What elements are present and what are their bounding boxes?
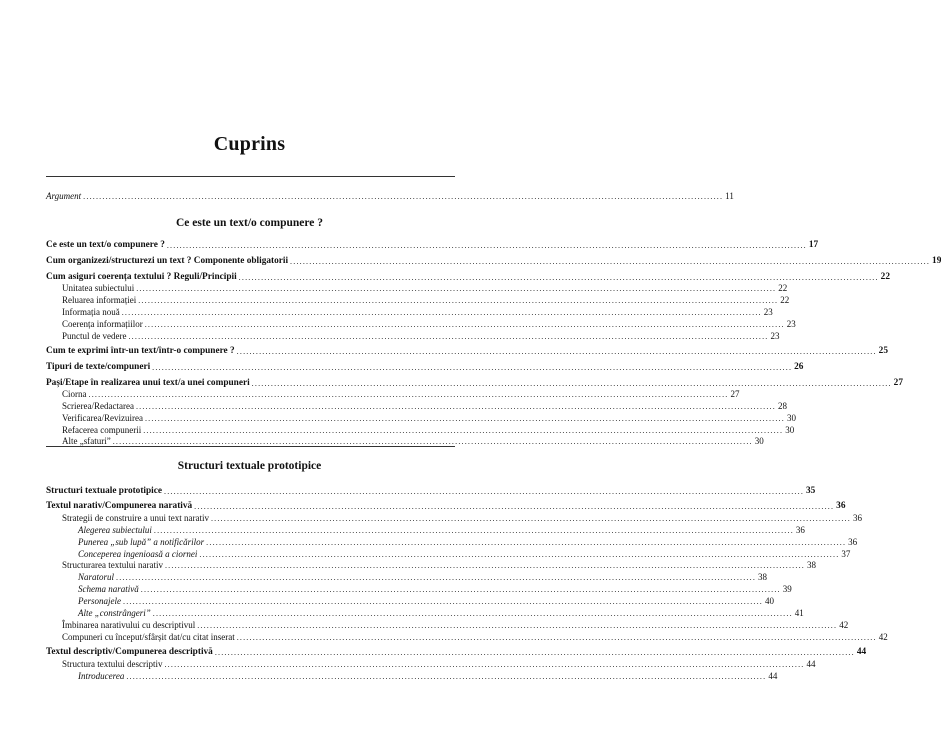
toc-entry-page-number: 44 bbox=[768, 671, 778, 681]
dot-leader: ........................................................................................................................................................................................................ bbox=[121, 308, 762, 317]
dot-leader: ........................................................................................................................................................................................................ bbox=[164, 660, 805, 669]
dot-leader: ........................................................................................................................................................................................................ bbox=[166, 241, 807, 250]
toc-entry-label: Schema narativă bbox=[78, 584, 139, 594]
divider bbox=[46, 176, 455, 177]
toc-entry[interactable] bbox=[78, 583, 792, 595]
toc-entry-page-number: 35 bbox=[806, 486, 816, 496]
toc-entry[interactable] bbox=[78, 536, 858, 548]
dot-leader: ........................................................................................................................................................................................................ bbox=[199, 550, 840, 559]
toc-entry-label: Alte „constrângeri” bbox=[78, 608, 151, 618]
toc-entry-label: Ce este un text/o compunere ? bbox=[46, 240, 165, 250]
dot-leader: ........................................................................................................................................................................................................ bbox=[144, 414, 785, 423]
toc-entry-page-number: 37 bbox=[841, 549, 851, 559]
dot-leader: ........................................................................................................................................................................................................ bbox=[144, 320, 785, 329]
toc-entry-label: Conceperea ingenioasă a ciornei bbox=[78, 549, 198, 559]
toc-entry-page-number: 44 bbox=[806, 659, 816, 669]
toc-entry-page-number: 36 bbox=[836, 501, 846, 511]
toc-entry-page-number: 19 bbox=[932, 256, 941, 266]
toc-entry[interactable] bbox=[46, 646, 867, 658]
toc-entry[interactable] bbox=[78, 670, 778, 682]
toc-entry-label: Ciorna bbox=[62, 389, 87, 399]
toc-entry-page-number: 36 bbox=[795, 525, 805, 535]
dot-leader: ........................................................................................................................................................................................................ bbox=[88, 390, 729, 399]
toc-entry[interactable] bbox=[62, 412, 796, 424]
toc-entry-label: Reluarea informației bbox=[62, 295, 137, 305]
dot-leader: ........................................................................................................................................................................................................ bbox=[112, 437, 753, 446]
toc-entry[interactable] bbox=[78, 595, 774, 607]
section-heading: Ce este un text/o compunere ? bbox=[175, 217, 324, 229]
toc-entry-page-number: 38 bbox=[758, 572, 768, 582]
toc-entry-page-number: 36 bbox=[852, 513, 862, 523]
toc-entry-label: Informația nouă bbox=[62, 307, 120, 317]
toc-entry-label: Pași/Etape în realizarea unui text/a unei compuneri bbox=[46, 378, 250, 388]
toc-entry-page-number: 30 bbox=[754, 436, 764, 446]
toc-entry-page-number: 30 bbox=[785, 425, 795, 435]
toc-entry-page-number: 11 bbox=[725, 191, 734, 201]
toc-entry-label: Cum organizezi/structurezi un text ? Componente obligatorii bbox=[46, 256, 289, 266]
toc-entry-label: Alte „sfaturi” bbox=[62, 436, 111, 446]
toc-entry-page-number: 26 bbox=[794, 362, 804, 372]
toc-entry-label: Verificarea/Revizuirea bbox=[62, 413, 143, 423]
toc-entry-label: Structuri textuale prototipice bbox=[46, 486, 163, 496]
toc-entry-label: Tipuri de texte/compuneri bbox=[46, 362, 151, 372]
toc-entry-label: Alegerea subiectului bbox=[78, 525, 152, 535]
toc-entry-label: Cum te exprimi într-un text/într-o compunere ? bbox=[46, 346, 235, 356]
toc-entry-page-number: 41 bbox=[794, 608, 804, 618]
toc-entry-page-number: 39 bbox=[782, 584, 792, 594]
dot-leader: ........................................................................................................................................................................................................ bbox=[238, 273, 879, 282]
dot-leader: ........................................................................................................................................................................................................ bbox=[164, 561, 805, 570]
toc-entry-page-number: 42 bbox=[878, 632, 888, 642]
toc-entry[interactable] bbox=[46, 255, 941, 267]
toc-entry[interactable] bbox=[62, 658, 816, 670]
dot-leader: ........................................................................................................................................................................................................ bbox=[128, 332, 769, 341]
toc-entry-label: Personajele bbox=[78, 596, 121, 606]
toc-entry-page-number: 27 bbox=[893, 378, 903, 388]
toc-entry[interactable] bbox=[78, 607, 804, 619]
toc-entry-label: Unitatea subiectului bbox=[62, 283, 135, 293]
toc-entry-label: Compuneri cu început/sfârșit dat/cu citat inserat bbox=[62, 632, 235, 642]
dot-leader: ........................................................................................................................................................................................................ bbox=[197, 621, 838, 630]
toc-entry-label: Punctul de vedere bbox=[62, 331, 127, 341]
dot-leader: ........................................................................................................................................................................................................ bbox=[164, 487, 805, 496]
toc-entry-label: Argument bbox=[46, 191, 82, 201]
dot-leader: ........................................................................................................................................................................................................ bbox=[123, 597, 763, 606]
dot-leader: ........................................................................................................................................................................................................ bbox=[140, 585, 781, 594]
toc-entry-label: Structura textului descriptiv bbox=[62, 659, 163, 669]
toc-entry-page-number: 27 bbox=[730, 389, 740, 399]
toc-entry[interactable] bbox=[62, 306, 773, 318]
section-heading: Structuri textuale prototipice bbox=[177, 460, 322, 472]
toc-entry[interactable] bbox=[78, 524, 805, 536]
toc-entry-label: Textul descriptiv/Compunerea descriptivă bbox=[46, 647, 213, 657]
toc-entry-label: Structurarea textului narativ bbox=[62, 560, 163, 570]
toc-entry[interactable] bbox=[62, 282, 788, 294]
toc-entry-label: Strategii de construire a unui text narativ bbox=[62, 513, 209, 523]
dot-leader: ........................................................................................................................................................................................................ bbox=[126, 672, 767, 681]
toc-entry-page-number: 25 bbox=[878, 346, 888, 356]
toc-entry-label: Îmbinarea narativului cu descriptivul bbox=[62, 620, 196, 630]
toc-entry[interactable] bbox=[62, 619, 849, 631]
toc-entry[interactable] bbox=[62, 631, 888, 643]
toc-entry-label: Cum asiguri coerența textului ? Reguli/Principii bbox=[46, 272, 237, 282]
toc-entry[interactable] bbox=[46, 239, 819, 251]
toc-entry-label: Refacerea compunerii bbox=[62, 425, 142, 435]
toc-entry-page-number: 22 bbox=[780, 295, 790, 305]
dot-leader: ........................................................................................................................................................................................................ bbox=[143, 426, 784, 435]
toc-entry[interactable] bbox=[46, 190, 734, 202]
dot-leader: ........................................................................................................................................................................................................ bbox=[135, 402, 776, 411]
dot-leader: ........................................................................................................................................................................................................ bbox=[194, 502, 835, 511]
toc-entry-page-number: 22 bbox=[778, 283, 788, 293]
dot-leader: ........................................................................................................................................................................................................ bbox=[214, 648, 855, 657]
toc-entry-page-number: 28 bbox=[777, 401, 787, 411]
dot-leader: ........................................................................................................................................................................................................ bbox=[83, 192, 724, 201]
toc-entry-label: Coerența informațiilor bbox=[62, 319, 143, 329]
toc-entry[interactable] bbox=[62, 294, 790, 306]
toc-entry-page-number: 23 bbox=[763, 307, 773, 317]
toc-entry-page-number: 36 bbox=[848, 537, 858, 547]
toc-entry[interactable] bbox=[46, 361, 804, 373]
dot-leader: ........................................................................................................................................................................................................ bbox=[136, 284, 777, 293]
toc-entry[interactable] bbox=[62, 435, 764, 447]
toc-entry[interactable] bbox=[46, 485, 816, 497]
toc-entry[interactable] bbox=[46, 345, 888, 357]
toc-entry-page-number: 22 bbox=[880, 272, 890, 282]
toc-entry-label: Scrierea/Redactarea bbox=[62, 401, 134, 411]
toc-entry[interactable] bbox=[62, 388, 740, 400]
dot-leader: ........................................................................................................................................................................................................ bbox=[236, 633, 877, 642]
page-title: Cuprins bbox=[213, 133, 286, 155]
toc-entry[interactable] bbox=[62, 559, 816, 571]
dot-leader: ........................................................................................................................................................................................................ bbox=[251, 379, 892, 388]
toc-entry-page-number: 30 bbox=[786, 413, 796, 423]
toc-entry-label: Punerea „sub lupă” a notificărilor bbox=[78, 537, 205, 547]
toc-entry-label: Introducerea bbox=[78, 671, 125, 681]
toc-entry-page-number: 44 bbox=[856, 647, 867, 657]
toc-entry-page-number: 38 bbox=[806, 560, 816, 570]
toc-entry-page-number: 40 bbox=[765, 596, 774, 606]
toc-entry[interactable] bbox=[46, 500, 846, 512]
dot-leader: ........................................................................................................................................................................................................ bbox=[152, 363, 793, 372]
dot-leader: ........................................................................................................................................................................................................ bbox=[236, 347, 877, 356]
toc-entry[interactable] bbox=[62, 318, 796, 330]
dot-leader: ........................................................................................................................................................................................................ bbox=[206, 538, 847, 547]
toc-entry-page-number: 23 bbox=[770, 331, 780, 341]
toc-entry-label: Naratorul bbox=[78, 572, 115, 582]
dot-leader: ........................................................................................................................................................................................................ bbox=[138, 296, 779, 305]
toc-entry[interactable] bbox=[62, 330, 780, 342]
dot-leader: ........................................................................................................................................................................................................ bbox=[290, 257, 931, 266]
toc-entry-page-number: 42 bbox=[839, 620, 849, 630]
dot-leader: ........................................................................................................................................................................................................ bbox=[153, 526, 794, 535]
dot-leader: ........................................................................................................................................................................................................ bbox=[152, 609, 793, 618]
toc-entry-label: Textul narativ/Compunerea narativă bbox=[46, 501, 193, 511]
toc-entry[interactable] bbox=[78, 571, 768, 583]
toc-entry-page-number: 17 bbox=[808, 240, 819, 250]
toc-entry[interactable] bbox=[62, 400, 787, 412]
toc-entry-page-number: 23 bbox=[786, 319, 796, 329]
dot-leader: ........................................................................................................................................................................................................ bbox=[210, 514, 851, 523]
dot-leader: ........................................................................................................................................................................................................ bbox=[116, 573, 757, 582]
toc-entry[interactable] bbox=[62, 512, 862, 524]
